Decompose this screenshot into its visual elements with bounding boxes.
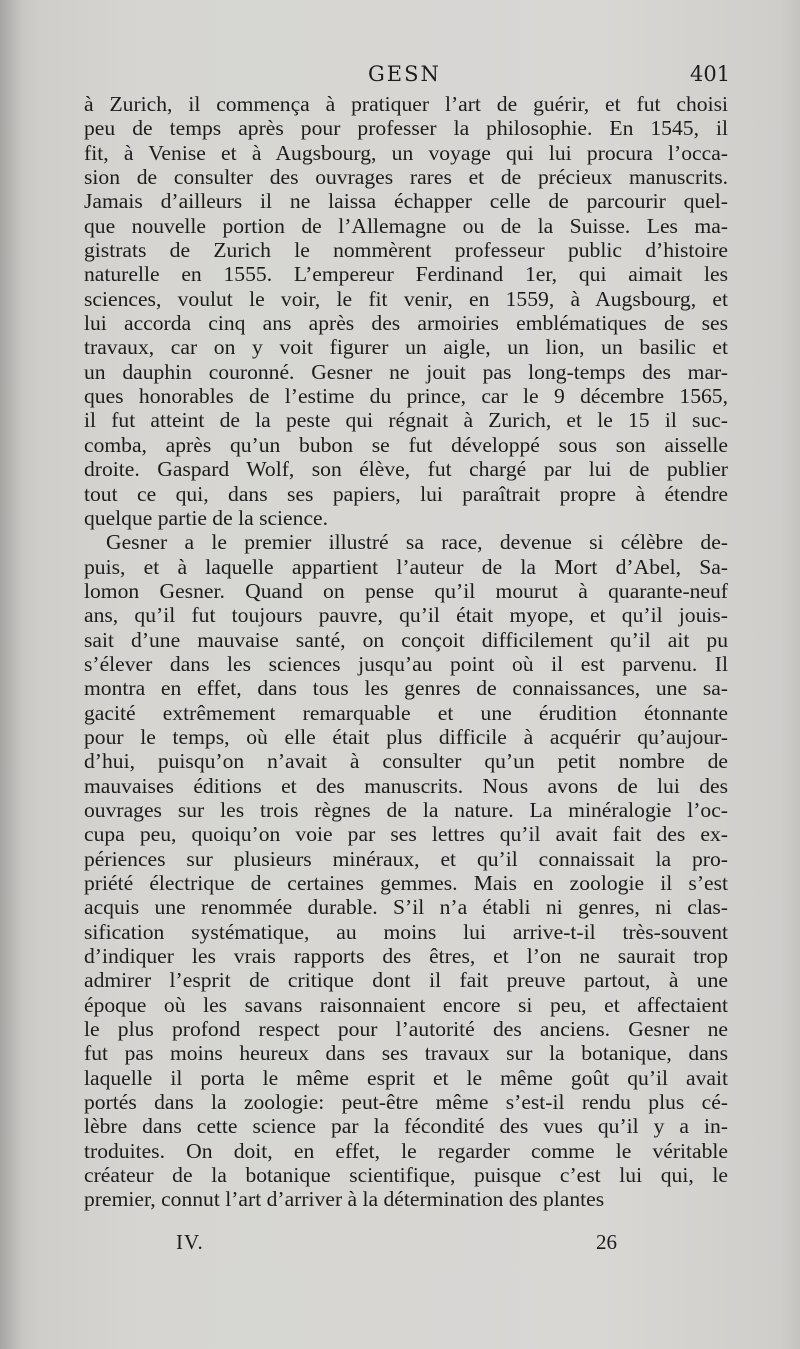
page-footer bbox=[0, 1230, 800, 1260]
text-line: sion de consulter des ouvrages rares et de précieux manuscrits. bbox=[84, 165, 728, 190]
text-line: laquelle il porta le même esprit et le même goût qu’il avait bbox=[84, 1065, 728, 1090]
text-line: comba, après qu’un bubon se fut développé sous son aisselle bbox=[84, 432, 728, 457]
signature-mark: IV. bbox=[176, 1230, 204, 1254]
text-line: acquis une renommée durable. S’il n’a établi ni genres, ni clas- bbox=[84, 895, 728, 920]
text-line: premier, connut l’art d’arriver à la détermination des plantes bbox=[84, 1187, 605, 1212]
text-line: admirer l’esprit de critique dont il fait preuve partout, à une bbox=[84, 968, 728, 993]
text-line: à Zurich, il commença à pratiquer l’art de guérir, et fut choisi bbox=[84, 92, 728, 116]
text-line: portés dans la zoologie: peut-être même s’est-il rendu plus cé- bbox=[84, 1090, 728, 1115]
text-line: il fut atteint de la peste qui régnait à Zurich, et le 15 il suc- bbox=[84, 408, 728, 433]
paragraph bbox=[84, 530, 728, 1212]
text-line: gistrats de Zurich le nommèrent professeur public d’histoire bbox=[84, 238, 728, 263]
text-line: troduites. On doit, en effet, le regarder comme le véritable bbox=[84, 1138, 728, 1163]
paragraph bbox=[84, 92, 728, 530]
gathering-number: 26 bbox=[596, 1230, 617, 1254]
text-line: sait d’une mauvaise santé, on conçoit difficilement qu’il ait pu bbox=[84, 627, 728, 652]
text-line: sification systématique, au moins lui arrive-t-il très-souvent bbox=[84, 919, 728, 944]
text-line: lomon Gesner. Quand on pense qu’il mourut à quarante-neuf bbox=[84, 578, 728, 603]
text-line: d’indiquer les vrais rapports des êtres, et l’on ne saurait trop bbox=[84, 944, 728, 969]
running-head: GESN bbox=[368, 62, 441, 86]
text-line: lui accorda cinq ans après des armoiries emblématiques de ses bbox=[84, 311, 728, 336]
text-line: travaux, car on y voit figurer un aigle, un lion, un basilic et bbox=[84, 335, 728, 360]
text-line: fut pas moins heureux dans ses travaux sur la botanique, dans bbox=[84, 1041, 728, 1066]
text-line: s’élever dans les sciences jusqu’au point où il est parvenu. Il bbox=[84, 651, 728, 676]
text-line: naturelle en 1555. L’empereur Ferdinand 1er, qui aimait les bbox=[84, 262, 728, 287]
text-line: créateur de la botanique scientifique, puisque c’est lui qui, le bbox=[84, 1163, 728, 1188]
text-line: pour le temps, où elle était plus difficile à acquérir qu’aujour- bbox=[84, 724, 728, 749]
text-line: lèbre dans cette science par la fécondité des vues qu’il y a in- bbox=[84, 1114, 728, 1139]
text-line: le plus profond respect pour l’autorité des anciens. Gesner ne bbox=[84, 1017, 728, 1042]
text-line: époque où les savans raisonnaient encore si peu, et affectaient bbox=[84, 992, 728, 1017]
text-line: un dauphin couronné. Gesner ne jouit pas long-temps des mar- bbox=[84, 359, 728, 384]
text-line: droite. Gaspard Wolf, son élève, fut chargé par lui de publier bbox=[84, 457, 728, 482]
text-line: priété électrique de certaines gemmes. Mais en zoologie il s’est bbox=[84, 871, 728, 895]
text-line: quelque partie de la science. bbox=[84, 505, 329, 530]
text-line: d’hui, puisqu’on n’avait à consulter qu’un petit nombre de bbox=[84, 749, 728, 774]
page-header bbox=[0, 62, 800, 92]
text-line: ans, qu’il fut toujours pauvre, qu’il était myope, et qu’il jouis- bbox=[84, 603, 728, 628]
text-line: montra en effet, dans tous les genres de connaissances, une sa- bbox=[84, 676, 728, 701]
text-line: que nouvelle portion de l’Allemagne ou de la Suisse. Les ma- bbox=[84, 213, 728, 238]
text-line: puis, et à laquelle appartient l’auteur de la Mort d’Abel, Sa- bbox=[84, 554, 728, 579]
text-line: Jamais d’ailleurs il ne laissa échapper celle de parcourir quel- bbox=[84, 189, 728, 214]
text-line: ques honorables de l’estime du prince, car le 9 décembre 1565, bbox=[84, 384, 728, 409]
gutter-shadow bbox=[0, 0, 22, 1349]
text-line: périences sur plusieurs minéraux, et qu’il connaissait la pro- bbox=[84, 846, 728, 871]
text-line: Gesner a le premier illustré sa race, devenue si célèbre de- bbox=[106, 530, 728, 555]
page-number: 401 bbox=[690, 62, 731, 86]
text-line: gacité extrêmement remarquable et une érudition étonnante bbox=[84, 700, 728, 725]
text-line: cupa peu, quoiqu’on voie par ses lettres qu’il avait fait des ex- bbox=[84, 822, 728, 847]
body-text bbox=[84, 92, 728, 1212]
text-line: mauvaises éditions et des manuscrits. Nous avons de lui des bbox=[84, 773, 728, 798]
text-line: ouvrages sur les trois règnes de la nature. La minéralogie l’oc- bbox=[84, 797, 728, 822]
text-line: sciences, voulut le voir, le fit venir, en 1559, à Augsbourg, et bbox=[84, 286, 728, 311]
text-line: tout ce qui, dans ses papiers, lui paraîtrait propre à étendre bbox=[84, 481, 728, 506]
text-line: fit, à Venise et à Augsbourg, un voyage qui lui procura l’occa- bbox=[84, 140, 728, 165]
text-line: peu de temps après pour professer la philosophie. En 1545, il bbox=[84, 116, 728, 141]
